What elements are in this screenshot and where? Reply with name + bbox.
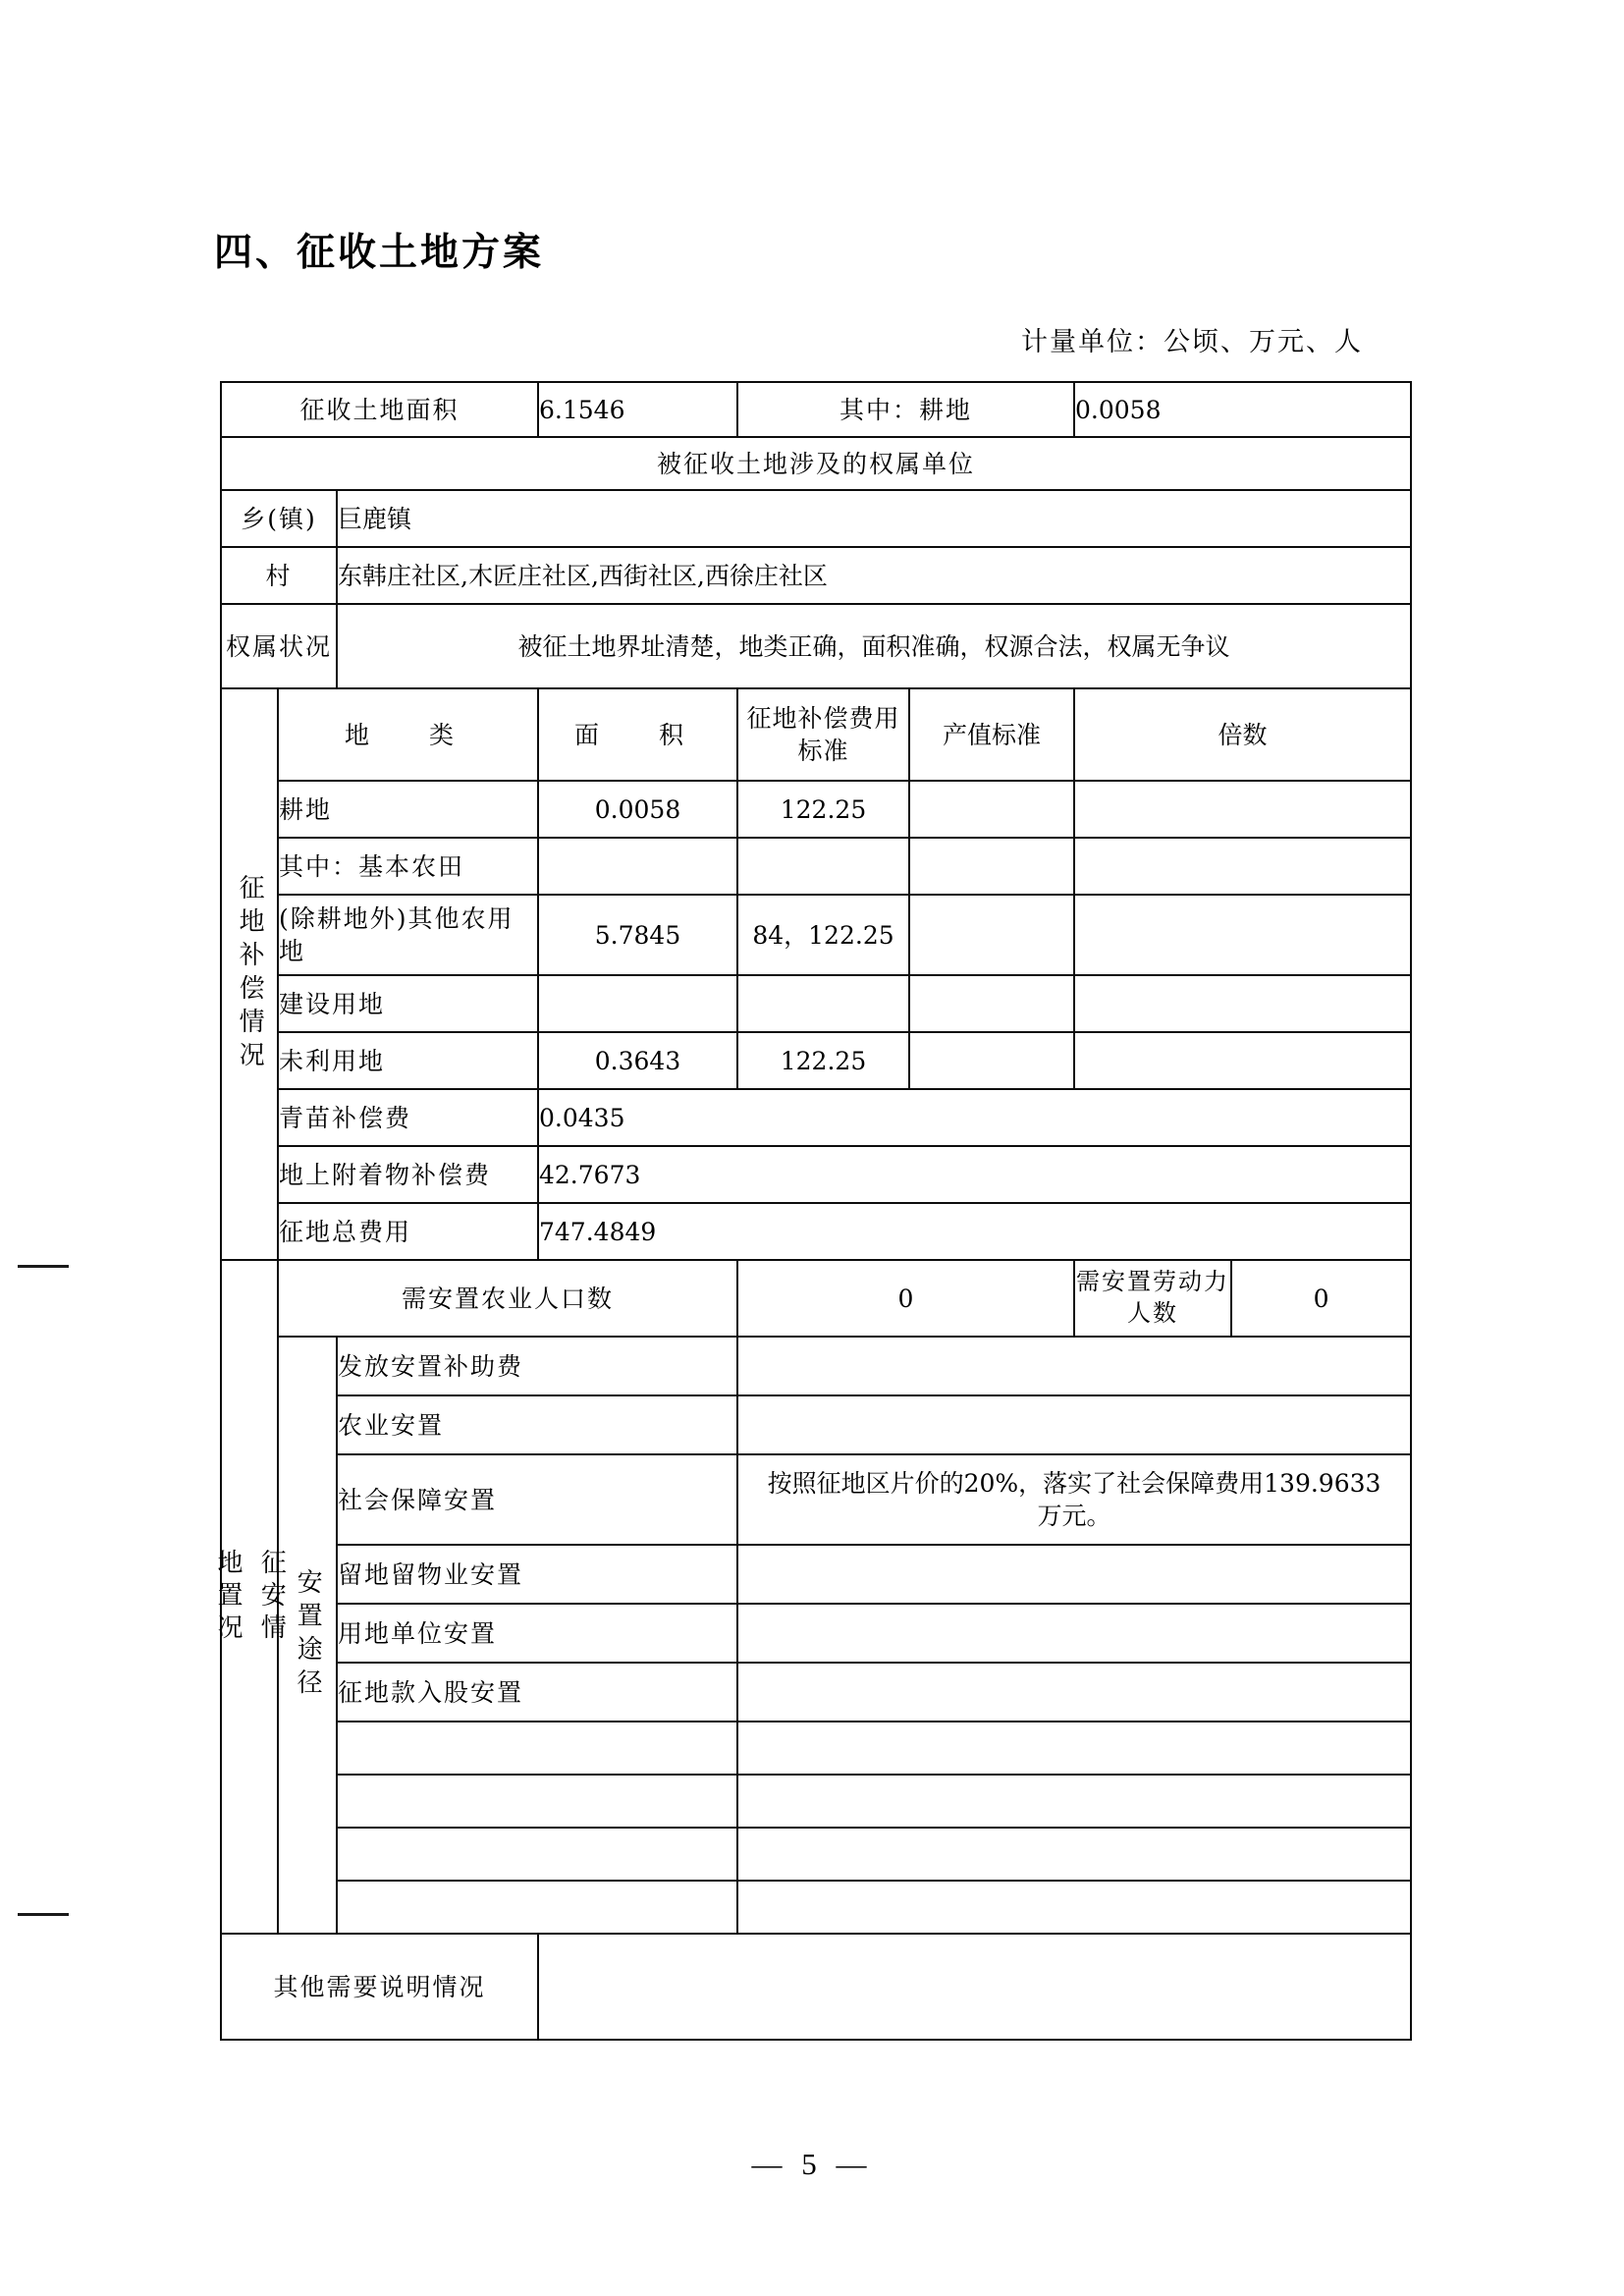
land-type-compensation: 84，122.25 <box>737 895 909 975</box>
resettlement-labor-value: 0 <box>1231 1260 1411 1337</box>
margin-tick-lower <box>18 1913 69 1916</box>
total-item-label: 地上附着物补偿费 <box>278 1146 538 1203</box>
table-row-land-type <box>221 975 1411 1032</box>
resettlement-method-label: 留地留物业安置 <box>337 1545 737 1604</box>
table-row-ownership-banner <box>221 437 1411 490</box>
land-type-multiplier <box>1074 975 1411 1032</box>
land-type-output <box>909 838 1074 895</box>
ownership-status-label: 权属状况 <box>221 604 337 688</box>
land-type-area: 0.0058 <box>538 781 737 838</box>
resettlement-method-label: 征地款入股安置 <box>337 1663 737 1722</box>
resettlement-method-label: 社会保障安置 <box>337 1454 737 1545</box>
land-type-multiplier <box>1074 781 1411 838</box>
cultivated-subset-value: 0.0058 <box>1074 382 1411 437</box>
table-row-ownership-status <box>221 604 1411 688</box>
other-notes-value <box>538 1934 1411 2040</box>
land-type-output <box>909 781 1074 838</box>
resettlement-method-label: 发放安置补助费 <box>337 1337 737 1395</box>
land-type-compensation <box>737 838 909 895</box>
resettlement-method-side-label-cell <box>278 1337 337 1934</box>
total-area-value: 6.1546 <box>538 382 737 437</box>
resettlement-side-label <box>208 1549 292 1646</box>
page-title: 四、征收土地方案 <box>214 231 545 275</box>
resettlement-population-value: 0 <box>737 1260 1074 1337</box>
land-type-output <box>909 1032 1074 1089</box>
land-type-label: 耕地 <box>278 781 538 838</box>
resettlement-method-value <box>737 1395 1411 1454</box>
ownership-status-value: 被征土地界址清楚，地类正确，面积准确，权源合法，权属无争议 <box>337 604 1411 688</box>
land-type-label: 其中：基本农田 <box>278 838 538 895</box>
land-type-label: (除耕地外)其他农用地 <box>278 895 538 975</box>
land-type-area <box>538 975 737 1032</box>
total-item-label: 青苗补偿费 <box>278 1089 538 1146</box>
table-row-other-notes <box>221 1934 1411 2040</box>
header-area: 面 积 <box>538 688 737 781</box>
resettlement-side-label-col-a: 征安情 <box>256 1548 287 1646</box>
total-item-value: 0.0435 <box>538 1089 1411 1146</box>
resettlement-side-label-cell <box>213 1260 287 1934</box>
land-type-output <box>909 895 1074 975</box>
land-type-multiplier <box>1074 838 1411 895</box>
resettlement-spacer-value <box>737 1881 1411 1934</box>
page-number: — 5 — <box>751 2147 873 2181</box>
resettlement-method-label: 农业安置 <box>337 1395 737 1454</box>
header-multiplier: 倍数 <box>1074 688 1411 781</box>
land-type-output <box>909 975 1074 1032</box>
resettlement-method-value <box>737 1604 1411 1663</box>
land-type-area <box>538 838 737 895</box>
table-row-resettlement-population <box>221 1260 1411 1337</box>
township-label: 乡(镇) <box>221 490 337 547</box>
land-type-label: 建设用地 <box>278 975 538 1032</box>
other-notes-label: 其他需要说明情况 <box>221 1934 538 2040</box>
margin-tick-upper <box>18 1265 69 1268</box>
resettlement-method-label <box>337 1828 737 1881</box>
table-row-land-type <box>221 781 1411 838</box>
header-compensation-standard: 征地补偿费用标准 <box>737 688 909 781</box>
resettlement-side-label-col-b: 地置况 <box>213 1548 243 1646</box>
resettlement-method-value <box>737 1828 1411 1881</box>
land-type-area: 0.3643 <box>538 1032 737 1089</box>
table-row-resettlement-method <box>221 1604 1411 1663</box>
header-output-standard: 产值标准 <box>909 688 1074 781</box>
resettlement-method-side-label: 安置途径 <box>293 1568 323 1702</box>
land-type-multiplier <box>1074 1032 1411 1089</box>
table-row-land-type <box>221 1032 1411 1089</box>
header-land-type: 地 类 <box>278 688 538 781</box>
ownership-banner: 被征收土地涉及的权属单位 <box>221 437 1411 490</box>
total-item-value: 747.4849 <box>538 1203 1411 1260</box>
resettlement-method-value <box>737 1663 1411 1722</box>
table-row-resettlement-method <box>221 1775 1411 1828</box>
resettlement-method-label: 用地单位安置 <box>337 1604 737 1663</box>
compensation-side-label-cell <box>221 688 278 1260</box>
cultivated-subset-label: 其中：耕地 <box>737 382 1074 437</box>
table-row-resettlement-method <box>221 1722 1411 1775</box>
resettlement-method-label <box>337 1775 737 1828</box>
township-value: 巨鹿镇 <box>337 490 1411 547</box>
table-row-total-item <box>221 1089 1411 1146</box>
land-type-compensation: 122.25 <box>737 781 909 838</box>
table-row-township <box>221 490 1411 547</box>
resettlement-method-value <box>737 1775 1411 1828</box>
table-row-resettlement-method <box>221 1454 1411 1545</box>
table-row-resettlement-method <box>221 1337 1411 1395</box>
land-type-label: 未利用地 <box>278 1032 538 1089</box>
land-type-multiplier <box>1074 895 1411 975</box>
total-area-label: 征收土地面积 <box>221 382 538 437</box>
table-row-land-type <box>221 838 1411 895</box>
table-row-resettlement-spacer <box>221 1881 1411 1934</box>
compensation-side-label: 征地补偿情况 <box>235 874 265 1074</box>
table-row-resettlement-method <box>221 1545 1411 1604</box>
total-item-label: 征地总费用 <box>278 1203 538 1260</box>
table-row-total-item <box>221 1203 1411 1260</box>
land-type-compensation: 122.25 <box>737 1032 909 1089</box>
resettlement-method-value <box>737 1722 1411 1775</box>
table-row-resettlement-method <box>221 1395 1411 1454</box>
village-label: 村 <box>221 547 337 604</box>
resettlement-population-label: 需安置农业人口数 <box>278 1260 737 1337</box>
land-type-compensation <box>737 975 909 1032</box>
resettlement-labor-label: 需安置劳动力人数 <box>1074 1260 1231 1337</box>
village-value: 东韩庄社区,木匠庄社区,西街社区,西徐庄社区 <box>337 547 1411 604</box>
measurement-unit-note: 计量单位：公顷、万元、人 <box>1021 327 1363 357</box>
table-row-total-area <box>221 382 1411 437</box>
resettlement-method-value <box>737 1545 1411 1604</box>
table-row-resettlement-method <box>221 1828 1411 1881</box>
resettlement-method-label <box>337 1722 737 1775</box>
resettlement-method-value <box>737 1337 1411 1395</box>
table-row-village <box>221 547 1411 604</box>
total-item-value: 42.7673 <box>538 1146 1411 1203</box>
resettlement-method-value: 按照征地区片价的20%，落实了社会保障费用139.9633 万元。 <box>737 1454 1411 1545</box>
table-row-total-item <box>221 1146 1411 1203</box>
table-row-resettlement-method <box>221 1663 1411 1722</box>
table-row-land-type <box>221 895 1411 975</box>
land-type-area: 5.7845 <box>538 895 737 975</box>
resettlement-spacer-label <box>337 1881 737 1934</box>
land-requisition-table <box>213 381 1412 2041</box>
table-row-compensation-header <box>221 688 1411 781</box>
